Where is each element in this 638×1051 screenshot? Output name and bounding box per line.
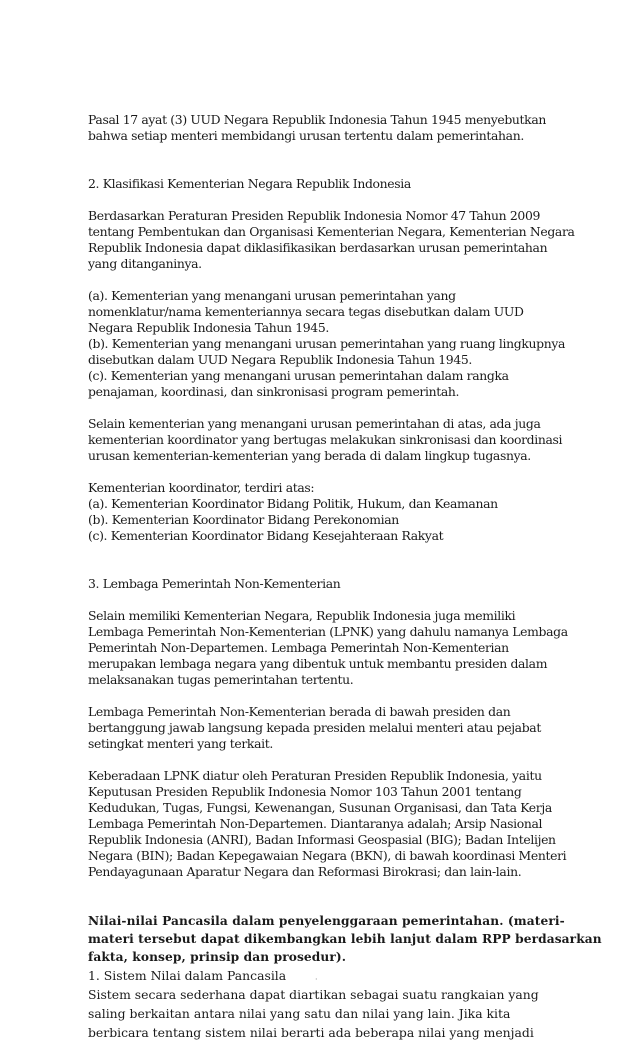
text-line: Berdasarkan Peraturan Presiden Republik Indonesia Nomor 47 Tahun 2009 bbox=[88, 208, 541, 223]
subheading-text: 1. Sistem Nilai dalam Pancasila bbox=[88, 968, 287, 983]
list-item: (b). Kementerian yang menangani urusan pemerintahan yang ruang lingkupnya bbox=[88, 336, 566, 351]
list-item: (b). Kementerian Koordinator Bidang Perekonomian bbox=[88, 512, 399, 527]
text-line: Republik Indonesia dapat diklasifikasikan berdasarkan urusan pemerintahan bbox=[88, 240, 548, 255]
list-intro: Kementerian koordinator, terdiri atas: bbox=[88, 480, 315, 495]
paragraph-pasal-17 bbox=[88, 112, 588, 144]
list-item: disebutkan dalam UUD Negara Republik Indonesia Tahun 1945. bbox=[88, 352, 472, 367]
text-line: Lembaga Pemerintah Non-Departemen. Diantaranya adalah; Arsip Nasional bbox=[88, 816, 543, 831]
text-line: Pendayagunaan Aparatur Negara dan Reformasi Birokrasi; dan lain-lain. bbox=[88, 864, 522, 879]
list-item: (a). Kementerian Koordinator Bidang Politik, Hukum, dan Keamanan bbox=[88, 496, 498, 511]
text-line: Republik Indonesia (ANRI), Badan Informasi Geospasial (BIG); Badan Intelijen bbox=[88, 832, 556, 847]
list-item: (c). Kementerian Koordinator Bidang Kesejahteraan Rakyat bbox=[88, 528, 444, 543]
text-line: Lembaga Pemerintah Non-Kementerian (LPNK) yang dahulu namanya Lembaga bbox=[88, 624, 568, 639]
page-footer-mark: · bbox=[315, 975, 318, 984]
document-page bbox=[88, 112, 602, 1042]
paragraph-lpnk-position bbox=[88, 704, 588, 752]
text-line: yang ditanganinya. bbox=[88, 256, 202, 271]
list-item: (c). Kementerian yang menangani urusan pemerintahan dalam rangka bbox=[88, 368, 509, 383]
list-item: penajaman, koordinasi, dan sinkronisasi program pemerintah. bbox=[88, 384, 460, 399]
text-line: Nilai-nilai Pancasila dalam penyelenggaraan pemerintahan. (materi- bbox=[88, 914, 565, 928]
bold-heading-nilai-pancasila bbox=[88, 912, 602, 966]
text-line: bahwa setiap menteri membidangi urusan tertentu dalam pemerintahan. bbox=[88, 128, 524, 143]
text-line: fakta, konsep, prinsip dan prosedur). bbox=[88, 950, 347, 964]
text-line: Sistem secara sederhana dapat diartikan sebagai suatu rangkaian yang bbox=[88, 987, 539, 1002]
paragraph-lpnk-regulation bbox=[88, 768, 588, 880]
section-heading-2 bbox=[88, 176, 588, 192]
text-line: melaksanakan tugas pemerintahan tertentu. bbox=[88, 672, 354, 687]
text-line: Pasal 17 ayat (3) UUD Negara Republik Indonesia Tahun 1945 menyebutkan bbox=[88, 112, 547, 127]
list-item: Negara Republik Indonesia Tahun 1945. bbox=[88, 320, 329, 335]
list-kemenko bbox=[88, 480, 588, 544]
paragraph-sistem-nilai bbox=[88, 966, 588, 1042]
text-line: saling berkaitan antara nilai yang satu dan nilai yang lain. Jika kita bbox=[88, 1006, 511, 1021]
text-line: kementerian koordinator yang bertugas melakukan sinkronisasi dan koordinasi bbox=[88, 432, 563, 447]
paragraph-lpnk-intro bbox=[88, 608, 588, 688]
list-item: nomenklatur/nama kementeriannya secara tegas disebutkan dalam UUD bbox=[88, 304, 524, 319]
text-line: tentang Pembentukan dan Organisasi Kementerian Negara, Kementerian Negara bbox=[88, 224, 575, 239]
text-line: berbicara tentang sistem nilai berarti ada beberapa nilai yang menjadi bbox=[88, 1025, 534, 1040]
text-line: merupakan lembaga negara yang dibentuk untuk membantu presiden dalam bbox=[88, 656, 548, 671]
text-line: Lembaga Pemerintah Non-Kementerian berada di bawah presiden dan bbox=[88, 704, 511, 719]
text-line: materi tersebut dapat dikembangkan lebih lanjut dalam RPP berdasarkan bbox=[88, 932, 602, 946]
text-line: Negara (BIN); Badan Kepegawaian Negara (BKN), di bawah koordinasi Menteri bbox=[88, 848, 567, 863]
heading-text: 3. Lembaga Pemerintah Non-Kementerian bbox=[88, 576, 341, 591]
text-line: setingkat menteri yang terkait. bbox=[88, 736, 273, 751]
text-line: urusan kementerian-kementerian yang berada di dalam lingkup tugasnya. bbox=[88, 448, 531, 463]
list-item: (a). Kementerian yang menangani urusan pemerintahan yang bbox=[88, 288, 456, 303]
list-kementerian-classes bbox=[88, 288, 588, 400]
paragraph-kementerian-koordinator bbox=[88, 416, 588, 464]
text-line: Keberadaan LPNK diatur oleh Peraturan Presiden Republik Indonesia, yaitu bbox=[88, 768, 542, 783]
text-line: Kedudukan, Tugas, Fungsi, Kewenangan, Susunan Organisasi, dan Tata Kerja bbox=[88, 800, 552, 815]
text-line: Selain memiliki Kementerian Negara, Republik Indonesia juga memiliki bbox=[88, 608, 516, 623]
section-heading-3 bbox=[88, 576, 588, 592]
text-line: Selain kementerian yang menangani urusan pemerintahan di atas, ada juga bbox=[88, 416, 541, 431]
heading-text: 2. Klasifikasi Kementerian Negara Republik Indonesia bbox=[88, 176, 411, 191]
text-line: Keputusan Presiden Republik Indonesia Nomor 103 Tahun 2001 tentang bbox=[88, 784, 522, 799]
text-line: Pemerintah Non-Departemen. Lembaga Pemerintah Non-Kementerian bbox=[88, 640, 509, 655]
text-line: bertanggung jawab langsung kepada presiden melalui menteri atau pejabat bbox=[88, 720, 541, 735]
paragraph-perpres-47 bbox=[88, 208, 588, 272]
